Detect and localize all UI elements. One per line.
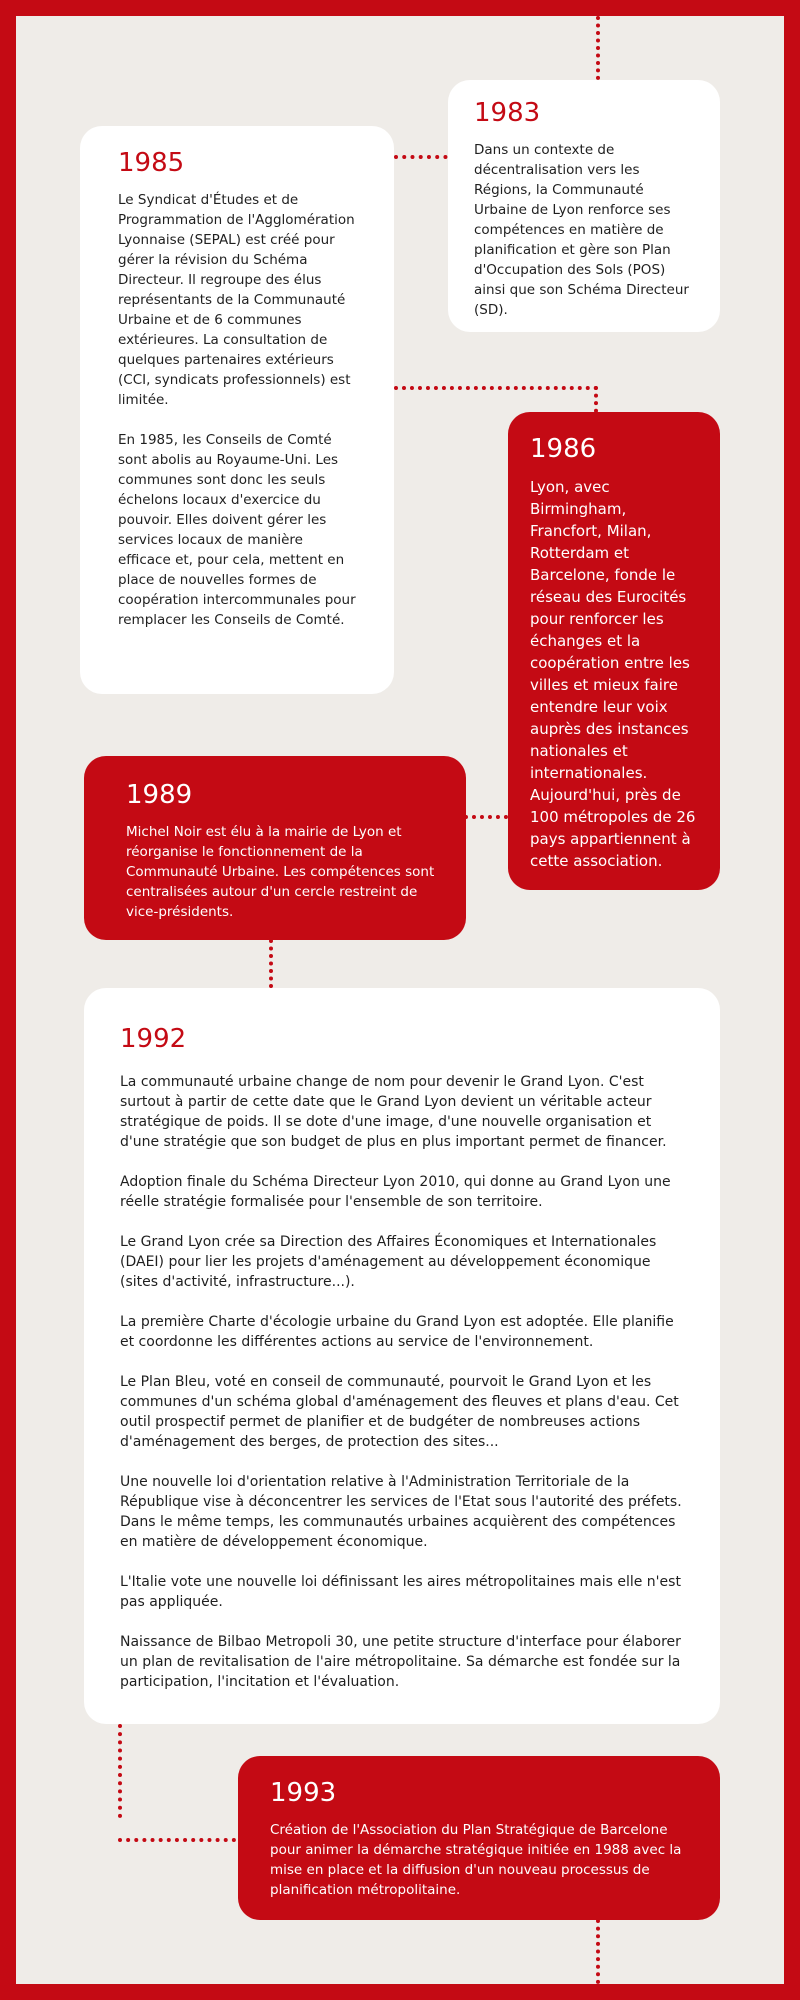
connector-1992-1993-drop [118,1724,122,1818]
event-year: 1985 [118,148,185,178]
event-year: 1989 [126,780,193,810]
event-text: Création de l'Association du Plan Stratégique de Barcelone pour animer la démarche stratégique initiée en 1988 avec la mise en place et la diffusion d'un nouveau processus de planification métropolitaine. [270,1822,682,1898]
event-text: Une nouvelle loi d'orientation relative à l'Administration Territoriale de la République vise à déconcentrer les services de l'Etat sous l'autorité des préfets. Dans le même temps, les communautés urbaines acquièrent des compétences en matière de développement économique. [120,1474,682,1550]
event-card-1983 [448,80,720,332]
event-year: 1992 [120,1024,187,1054]
connector-1985-1986 [394,386,598,390]
timeline-page [16,16,784,1984]
event-card-1989 [84,756,466,940]
event-text: Naissance de Bilbao Metropoli 30, une petite structure d'interface pour élaborer un plan de revitalisation de l'aire métropolitaine. Sa démarche est fondée sur la participation, l'incitation et l'évaluation. [120,1634,681,1690]
event-text: Adoption finale du Schéma Directeur Lyon 2010, qui donne au Grand Lyon une réelle stratégie formalisée pour l'ensemble de son territoire. [120,1174,671,1210]
event-text: Le Grand Lyon crée sa Direction des Affaires Économiques et Internationales (DAEI) pour lier les projets d'aménagement au développement économique (sites d'activité, infrastructure...). [120,1234,657,1290]
connector-top [596,16,600,80]
event-card-1986 [508,412,720,890]
connector-bottom [596,1919,600,1984]
event-text: Michel Noir est élu à la mairie de Lyon et réorganise le fonctionnement de la Communauté Urbaine. Les compétences sont centralisées autour d'un cercle restreint de vice-présidents. [126,824,435,920]
connector-1992-1993 [118,1838,236,1842]
event-text: La première Charte d'écologie urbaine du Grand Lyon est adoptée. Elle planifie et coordonne les différentes actions au service de l'environnement. [120,1314,674,1350]
event-text: L'Italie vote une nouvelle loi définissant les aires métropolitaines mais elle n'est pas appliquée. [120,1574,681,1610]
event-text: Lyon, avec Birmingham, Francfort, Milan, Rotterdam et Barcelone, fonde le réseau des Eurocités pour renforcer les échanges et la coopération entre les villes et mieux faire entendre leur voix auprès des instances nationales et internationales. Aujourd'hui, près de 100 métropoles de 26 pays appartiennent à cette association. [530,478,696,870]
event-year: 1993 [270,1778,337,1808]
event-card-1992 [84,988,720,1724]
event-year: 1986 [530,434,597,464]
event-text: Dans un contexte de décentralisation vers les Régions, la Communauté Urbaine de Lyon renforce ses compétences en matière de planification et gère son Plan d'Occupation des Sols (POS) ainsi que son Schéma Directeur (SD). [474,142,689,318]
event-text: Le Plan Bleu, voté en conseil de communauté, pourvoit le Grand Lyon et les communes d'un schéma global d'aménagement des fleuves et plans d'eau. Cet outil prospectif permet de planifier et de budgéter de nombreuses actions d'aménagement des berges, de protection des sites... [120,1374,679,1450]
event-card-1993 [238,1756,720,1920]
event-text: La communauté urbaine change de nom pour devenir le Grand Lyon. C'est surtout à partir de cette date que le Grand Lyon devient un véritable acteur stratégique de poids. Il se dote d'une image, d'une nouvelle organisation et d'une stratégie que son budget de plus en plus important permet de financer. [120,1074,667,1150]
event-card-1985 [80,126,394,694]
event-text: Le Syndicat d'Études et de Programmation de l'Agglomération Lyonnaise (SEPAL) est créé pour gérer la révision du Schéma Directeur. Il regroupe des élus représentants de la Communauté Urbaine et de 6 communes extérieures. La consultation de quelques partenaires extérieurs (CCI, syndicats professionnels) est limitée. [118,192,355,408]
event-year: 1983 [474,98,541,128]
event-text: En 1985, les Conseils de Comté sont abolis au Royaume-Uni. Les communes sont donc les seuls échelons locaux d'exercice du pouvoir. Elles doivent gérer les services locaux de manière efficace et, pour cela, mettent en place de nouvelles formes de coopération intercommunales pour remplacer les Conseils de Comté. [118,432,356,628]
